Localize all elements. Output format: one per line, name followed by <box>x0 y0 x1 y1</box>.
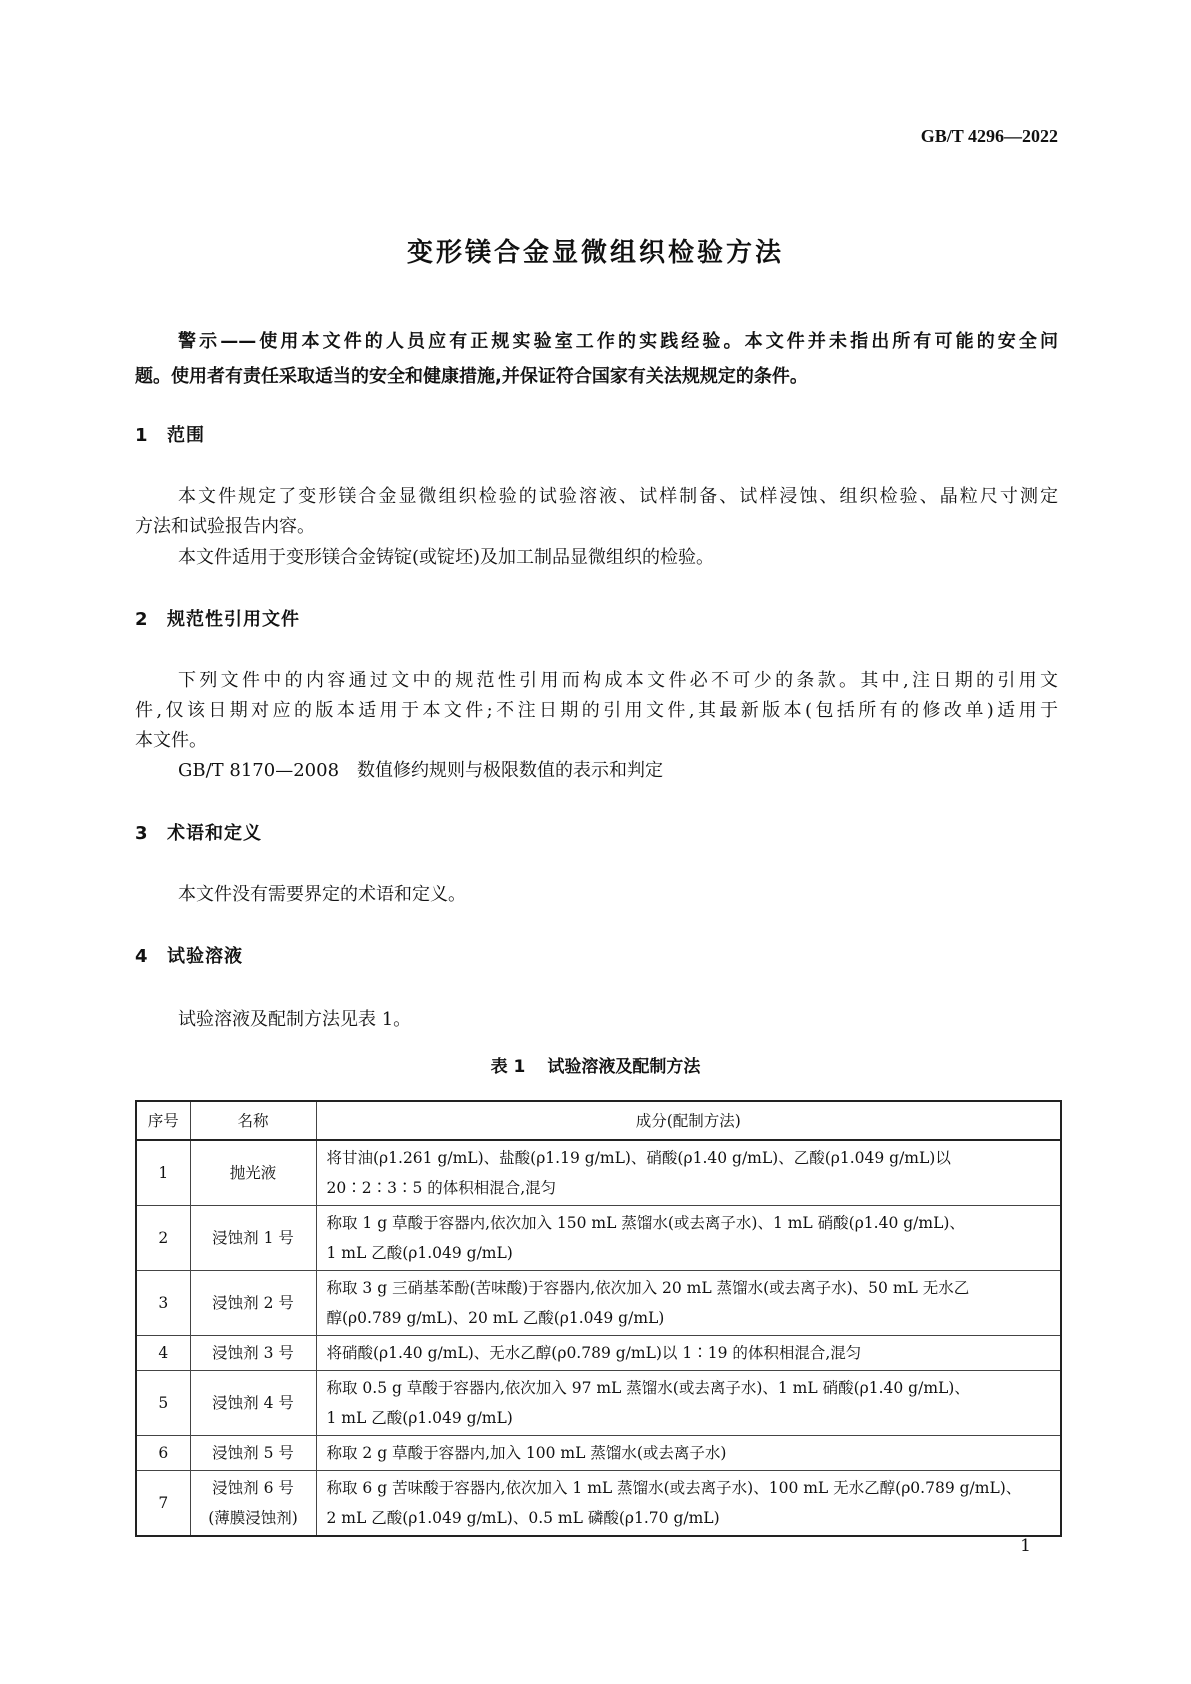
solution-name <box>190 1436 316 1471</box>
solution-name-text: 浸蚀剂 4 号 <box>212 1394 294 1412</box>
document-title: 变形镁合金显微组织检验方法 <box>406 238 784 268</box>
row-number: 1 <box>136 1140 190 1206</box>
solution-name-text: 浸蚀剂 6 号 <box>212 1479 294 1497</box>
solution-composition <box>316 1271 1061 1336</box>
row-number: 6 <box>136 1436 190 1471</box>
table-row <box>136 1336 1061 1371</box>
composition-line: 称取 6 g 苦味酸于容器内,依次加入 1 mL 蒸馏水(或去离子水)、100 mL 无水乙醇(ρ0.789 g/mL)、 <box>326 1479 1022 1497</box>
solution-composition <box>316 1371 1061 1436</box>
composition-line: 称取 3 g 三硝基苯酚(苦味酸)于容器内,依次加入 20 mL 蒸馏水(或去离子水)、50 mL 无水乙 <box>326 1279 970 1297</box>
column-header: 序号 <box>136 1101 190 1140</box>
table-caption-number: 表 1 <box>490 1057 526 1077</box>
section-number: 2 <box>135 609 149 630</box>
solution-name <box>190 1206 316 1271</box>
solution-name-text: 浸蚀剂 1 号 <box>212 1229 294 1247</box>
warning-line: 题。使用者有责任采取适当的安全和健康措施,并保证符合国家有关法规规定的条件。 <box>135 366 808 387</box>
section-heading <box>135 942 243 972</box>
composition-line: 称取 2 g 草酸于容器内,加入 100 mL 蒸馏水(或去离子水) <box>326 1444 727 1462</box>
section-number: 1 <box>135 425 149 446</box>
section-title: 试验溶液 <box>167 946 243 967</box>
section-title: 范围 <box>167 425 205 446</box>
paragraph-line: 试验溶液及配制方法见表 1。 <box>178 1009 412 1030</box>
composition-line: 称取 1 g 草酸于容器内,依次加入 150 mL 蒸馏水(或去离子水)、1 mL 硝酸(ρ1.40 g/mL)、 <box>326 1214 965 1232</box>
solution-composition <box>316 1206 1061 1271</box>
table-caption-text: 试验溶液及配制方法 <box>547 1057 701 1077</box>
solution-name <box>190 1140 316 1206</box>
solution-name-text: 浸蚀剂 2 号 <box>212 1294 294 1312</box>
row-number: 4 <box>136 1336 190 1371</box>
composition-line: 20∶2∶3∶5 的体积相混合,混匀 <box>326 1179 557 1197</box>
table-row <box>136 1271 1061 1336</box>
paragraph-line: 本文件规定了变形镁合金显微组织检验的试验溶液、试样制备、试样浸蚀、组织检验、晶粒尺寸测定 <box>178 486 1058 507</box>
table-header-row <box>136 1101 1061 1140</box>
solution-name <box>190 1336 316 1371</box>
composition-line: 称取 0.5 g 草酸于容器内,依次加入 97 mL 蒸馏水(或去离子水)、1 mL 硝酸(ρ1.40 g/mL)、 <box>326 1379 970 1397</box>
solutions-table <box>135 1100 1062 1537</box>
composition-line: 将甘油(ρ1.261 g/mL)、盐酸(ρ1.19 g/mL)、硝酸(ρ1.40 g/mL)、乙酸(ρ1.049 g/mL)以 <box>326 1149 951 1167</box>
normative-reference: GB/T 8170—2008 数值修约规则与极限数值的表示和判定 <box>178 760 664 781</box>
standard-number: GB/T 4296—2022 <box>920 126 1058 146</box>
solution-composition <box>316 1436 1061 1471</box>
paragraph-line: 本文件适用于变形镁合金铸锭(或锭坯)及加工制品显微组织的检验。 <box>178 547 715 568</box>
composition-line: 1 mL 乙酸(ρ1.049 g/mL) <box>326 1409 513 1427</box>
row-number: 2 <box>136 1206 190 1271</box>
section-heading <box>135 605 300 635</box>
row-number: 7 <box>136 1471 190 1537</box>
table-caption <box>0 1052 1191 1077</box>
table-row <box>136 1206 1061 1271</box>
solution-name-text: 抛光液 <box>229 1164 277 1182</box>
solution-name-text: 浸蚀剂 5 号 <box>212 1444 294 1462</box>
composition-line: 醇(ρ0.789 g/mL)、20 mL 乙酸(ρ1.049 g/mL) <box>326 1309 665 1327</box>
page-number: 1 <box>1020 1536 1031 1556</box>
solution-composition <box>316 1336 1061 1371</box>
row-number: 3 <box>136 1271 190 1336</box>
paragraph-line: 方法和试验报告内容。 <box>135 516 315 537</box>
solution-composition <box>316 1140 1061 1206</box>
row-number: 5 <box>136 1371 190 1436</box>
solution-name <box>190 1371 316 1436</box>
section-heading <box>135 819 262 849</box>
paragraph-line: 下列文件中的内容通过文中的规范性引用而构成本文件必不可少的条款。其中,注日期的引用文 <box>178 670 1058 691</box>
paragraph-line: 件,仅该日期对应的版本适用于本文件;不注日期的引用文件,其最新版本(包括所有的修改单)适用于 <box>135 700 1058 721</box>
table-row <box>136 1140 1061 1206</box>
solution-name <box>190 1271 316 1336</box>
table-row <box>136 1436 1061 1471</box>
solution-name-note: (薄膜浸蚀剂) <box>208 1509 298 1527</box>
composition-line: 将硝酸(ρ1.40 g/mL)、无水乙醇(ρ0.789 g/mL)以 1∶19 的体积相混合,混匀 <box>326 1344 862 1362</box>
column-header: 成分(配制方法) <box>316 1101 1061 1140</box>
table-row <box>136 1471 1061 1537</box>
section-heading <box>135 421 205 451</box>
solution-name-text: 浸蚀剂 3 号 <box>212 1344 294 1362</box>
warning-line: 警示——使用本文件的人员应有正规实验室工作的实践经验。本文件并未指出所有可能的安全问 <box>178 331 1058 352</box>
paragraph-line: 本文件。 <box>135 730 207 751</box>
section-title: 规范性引用文件 <box>167 609 300 630</box>
paragraph-line: 本文件没有需要界定的术语和定义。 <box>178 884 466 905</box>
composition-line: 1 mL 乙酸(ρ1.049 g/mL) <box>326 1244 513 1262</box>
solution-composition <box>316 1471 1061 1537</box>
table-row <box>136 1371 1061 1436</box>
section-title: 术语和定义 <box>167 823 262 844</box>
column-header: 名称 <box>190 1101 316 1140</box>
composition-line: 2 mL 乙酸(ρ1.049 g/mL)、0.5 mL 磷酸(ρ1.70 g/mL) <box>326 1509 720 1527</box>
solution-name <box>190 1471 316 1537</box>
section-number: 3 <box>135 823 149 844</box>
section-number: 4 <box>135 946 149 967</box>
